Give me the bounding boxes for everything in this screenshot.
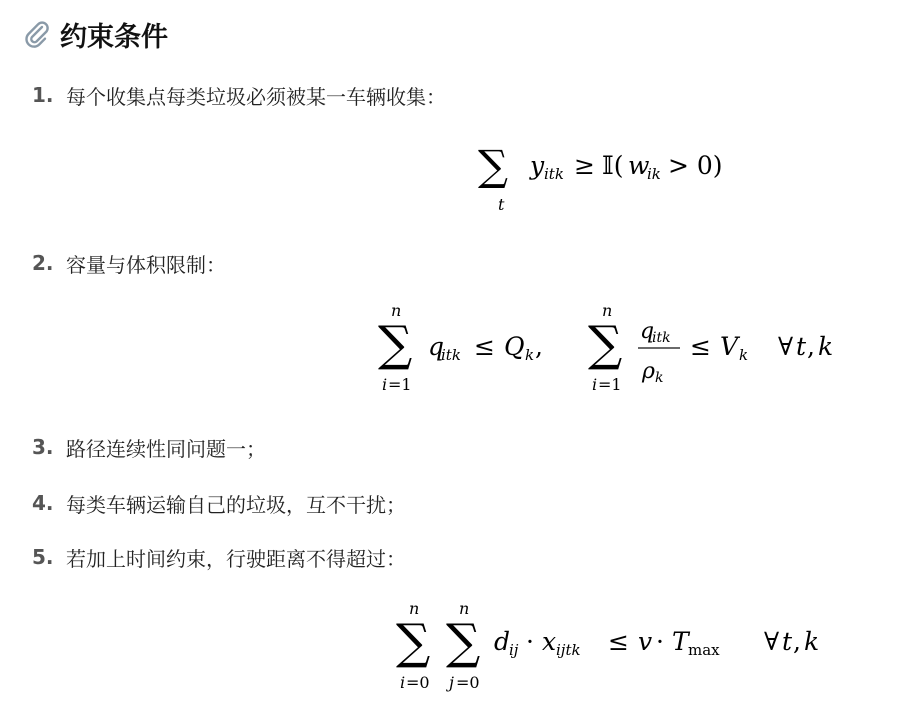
svg-text:Q: Q [504,332,525,361]
svg-text:≤: ≤ [474,332,495,361]
svg-text:k: k [739,346,749,364]
svg-text:d: d [494,627,511,656]
svg-text:V: V [720,332,739,361]
svg-text:∀: ∀ [764,627,780,656]
section-title: 约束条件 [60,21,168,53]
constraint-item-2 [32,248,226,278]
section-heading [22,14,168,54]
svg-text:=0: =0 [406,673,430,692]
svg-text:q: q [640,319,655,344]
svg-text:,: , [807,332,815,361]
svg-text:> 0): > 0) [668,151,723,180]
formula-5 [396,598,846,698]
svg-text:itk: itk [544,165,564,183]
svg-text:T: T [672,627,689,656]
svg-text:t: t [498,195,505,214]
svg-text:n: n [602,301,613,320]
svg-text:i: i [400,673,406,692]
constraint-item-5 [32,542,406,572]
svg-text:ik: ik [647,165,661,183]
svg-text:=0: =0 [456,673,480,692]
svg-text:n: n [391,301,402,320]
svg-text:=1: =1 [598,375,622,394]
svg-text:,: , [793,627,801,656]
formula-1 [478,136,748,216]
item-text: 每个收集点每类垃圾必须被某一车辆收集： [66,84,446,109]
item-text: 若加上时间约束，行驶距离不得超过： [66,546,406,571]
svg-text:max: max [688,641,720,659]
svg-text:k: k [655,370,664,386]
svg-text:k: k [818,332,834,361]
svg-text:v: v [638,627,653,656]
svg-text:∑: ∑ [396,614,431,670]
formula-2 [378,300,848,400]
svg-text:,: , [535,332,543,361]
svg-text:t: t [782,627,793,656]
svg-text:·: · [656,627,664,656]
svg-text:∑: ∑ [588,316,623,372]
svg-text:q: q [428,332,445,361]
item-number: 1. [32,83,54,107]
svg-text:n: n [409,599,420,618]
svg-text:∀: ∀ [778,332,794,361]
svg-text:i: i [592,375,598,394]
svg-text:∑: ∑ [478,141,508,190]
item-number: 4. [32,491,54,515]
svg-text:ij: ij [509,641,519,659]
svg-text:∑: ∑ [378,316,413,372]
svg-text:=1: =1 [388,375,412,394]
paperclip-icon [22,19,52,49]
svg-text:x: x [542,627,557,656]
constraint-item-1 [32,80,446,110]
constraint-item-4 [32,488,406,518]
svg-text:i: i [382,375,388,394]
svg-text:k: k [525,346,535,364]
svg-text:itk: itk [441,346,461,364]
svg-text:ijtk: ijtk [556,641,581,659]
svg-text:w: w [628,151,650,180]
svg-text:≥: ≥ [574,151,595,180]
svg-text:j: j [449,673,454,692]
item-text: 每类车辆运输自己的垃圾，互不干扰； [66,492,406,517]
item-number: 2. [32,251,54,275]
svg-text:≤: ≤ [690,332,711,361]
svg-text:itk: itk [652,330,671,346]
item-number: 5. [32,545,54,569]
item-text: 容量与体积限制： [66,252,226,277]
svg-text:n: n [459,599,470,618]
svg-text:k: k [804,627,820,656]
item-number: 3. [32,435,54,459]
svg-text:ρ: ρ [642,359,655,384]
svg-text:·: · [526,627,534,656]
svg-text:∑: ∑ [446,614,481,670]
constraint-item-3 [32,432,266,462]
svg-text:≤: ≤ [608,627,629,656]
item-text: 路径连续性同问题一； [66,436,266,461]
svg-text:y: y [530,151,545,180]
svg-text:t: t [796,332,807,361]
svg-text:𝕀(: 𝕀( [602,151,624,180]
